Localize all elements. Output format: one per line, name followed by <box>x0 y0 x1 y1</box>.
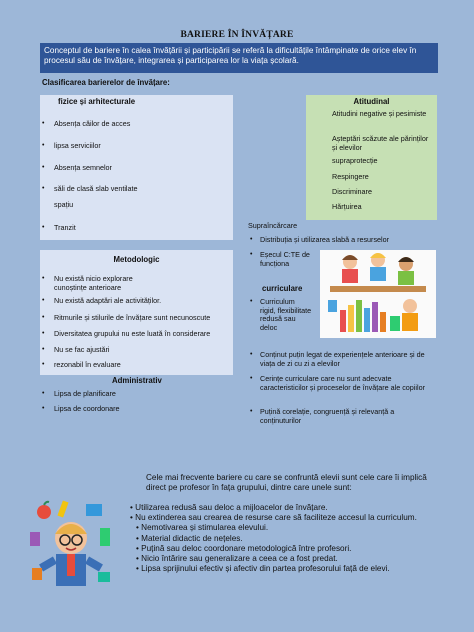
methodological-barriers-box <box>40 250 233 375</box>
list-item-text: Lipsa sprijinului efectiv și afectiv din partea profesorului față de elevi. <box>141 564 390 574</box>
list-item: Diversitatea grupului nu este luată în considerare <box>54 329 211 338</box>
list-item: Cerințe curriculare care nu sunt adecvate caracteristicilor și proceselor de învățare ale copiilor <box>260 374 425 392</box>
list-item-text: Nu extinderea sau crearea de resurse care să faciliteze accesul la curriculum. <box>135 513 417 523</box>
bullet: • <box>42 346 45 353</box>
list-item: • Nicio întărire sau generalizare a ceea ce a fost predat. <box>136 554 338 564</box>
physical-barriers-box <box>40 95 233 240</box>
list-item: • Nemotivarea și stimularea elevului. <box>136 523 269 533</box>
bullet: • <box>42 405 45 412</box>
bullet: • <box>250 298 253 305</box>
list-item: Nu există nicio explorare cunoștințe anterioare <box>54 274 133 292</box>
bullet: • <box>42 275 45 282</box>
list-item: • Material didactic de nețeles. <box>136 533 243 543</box>
bullet: • <box>42 142 45 149</box>
list-item: • Lipsa sprijinului efectiv și afectiv din partea profesorului față de elevi. <box>136 564 390 574</box>
list-item: Conținut puțin legat de experiențele anterioare și de viața de zi cu zi a elevilor <box>260 350 425 368</box>
list-item: • Utilizarea redusă sau deloc a mijloacelor de învățare. <box>130 503 328 512</box>
teacher-icon <box>26 498 116 598</box>
teacher-image <box>26 498 116 598</box>
bullet: • <box>42 390 45 397</box>
list-item: • Nu extinderea sau crearea de resurse care să faciliteze accesul la curriculum. <box>130 513 417 523</box>
list-item: Absența căilor de acces <box>54 119 131 128</box>
list-item: Hărțuirea <box>332 202 362 211</box>
bullet: • <box>250 251 253 258</box>
list-item: Ritmurile și stilurile de învățare sunt necunoscute <box>54 313 211 322</box>
list-item: Curriculum rigid, flexibilitate redusă sau deloc <box>260 297 312 332</box>
list-item: supraprotecție <box>332 156 378 165</box>
bullet: • <box>42 224 45 231</box>
list-item-text: Nicio întărire sau generalizare a ceea ce a fost predat. <box>141 554 338 564</box>
list-item-text: Nemotivarea și stimularea elevului. <box>141 523 269 533</box>
list-item: Nu se fac ajustări <box>54 345 110 354</box>
definition-box: Conceptul de bariere în calea învățării și participării se referă la dificultățile întâmpinate de orice elev în procesul său de învățare, integrarea și participarea lor la viața școlară. <box>40 43 438 73</box>
list-item-text: Puțină sau deloc coordonare metodologică între profesori. <box>141 543 352 553</box>
list-item: Lipsa de coordonare <box>54 404 120 413</box>
list-item: lipsa serviciilor <box>54 141 101 150</box>
bullet: • <box>42 164 45 171</box>
list-item-text: Material didactic de nețeles. <box>141 533 243 543</box>
bullet: • <box>42 120 45 127</box>
list-item-text: Utilizarea redusă sau deloc a mijloacelor de învățare. <box>135 503 328 512</box>
bullet: • <box>42 314 45 321</box>
list-item: Distribuția și utilizarea slabă a resurselor <box>260 235 390 244</box>
bottom-list <box>112 503 452 574</box>
children-classroom-icon <box>320 250 436 338</box>
list-item: Eșecul C:TE de <box>260 250 310 259</box>
physical-barriers-heading: fizice și arhitecturale <box>58 97 136 106</box>
list-item: Așteptări scăzute ale părinților și elevilor <box>332 134 429 152</box>
list-item: • Puțină sau deloc coordonare metodologică între profesori. <box>136 543 352 553</box>
bullet: • <box>250 375 253 382</box>
bullet: • <box>42 297 45 304</box>
bottom-intro-text: Cele mai frecvente bariere cu care se confruntă elevii sunt cele care îi implică direct pe profesor în fața grupului, dintre care unele sunt: <box>146 473 427 492</box>
bullet: • <box>42 361 45 368</box>
children-classroom-image <box>320 250 436 338</box>
list-item: spațiu <box>54 200 74 209</box>
administrative-barriers-box <box>40 375 233 430</box>
administrative-heading: Administrativ <box>112 376 162 385</box>
list-item: Respingere <box>332 172 369 181</box>
list-item: săli de clasă slab ventilate <box>54 184 138 193</box>
list-item: funcționa <box>260 259 290 268</box>
bullet: • <box>250 351 253 358</box>
list-item: Atitudini negative și pesimiste <box>332 109 427 118</box>
list-item: Nu există adaptări ale activităților. <box>54 296 162 305</box>
list-item: Puțină corelație, congruență și relevanță a conținuturilor <box>260 407 395 425</box>
bullet: • <box>42 330 45 337</box>
attitudinal-barriers-box <box>306 95 437 220</box>
bullet: • <box>42 185 45 192</box>
list-item: Discriminare <box>332 187 372 196</box>
methodological-heading: Metodologic <box>113 255 160 264</box>
classification-heading: Clasificarea barierelor de învățare: <box>42 78 170 87</box>
bullet: • <box>250 236 253 243</box>
list-item: Tranzit <box>54 223 76 232</box>
list-item: Absența semnelor <box>54 163 112 172</box>
curricular-intro: Supraîncărcare <box>248 221 298 230</box>
list-item: rezonabil în evaluare <box>54 360 121 369</box>
attitudinal-heading: Atitudinal <box>353 97 390 106</box>
bullet: • <box>250 408 253 415</box>
curricular-heading: curriculare <box>262 284 303 293</box>
list-item: Lipsa de planificare <box>54 389 116 398</box>
page-title: BARIERE ÎN ÎNVĂȚARE <box>180 30 294 40</box>
